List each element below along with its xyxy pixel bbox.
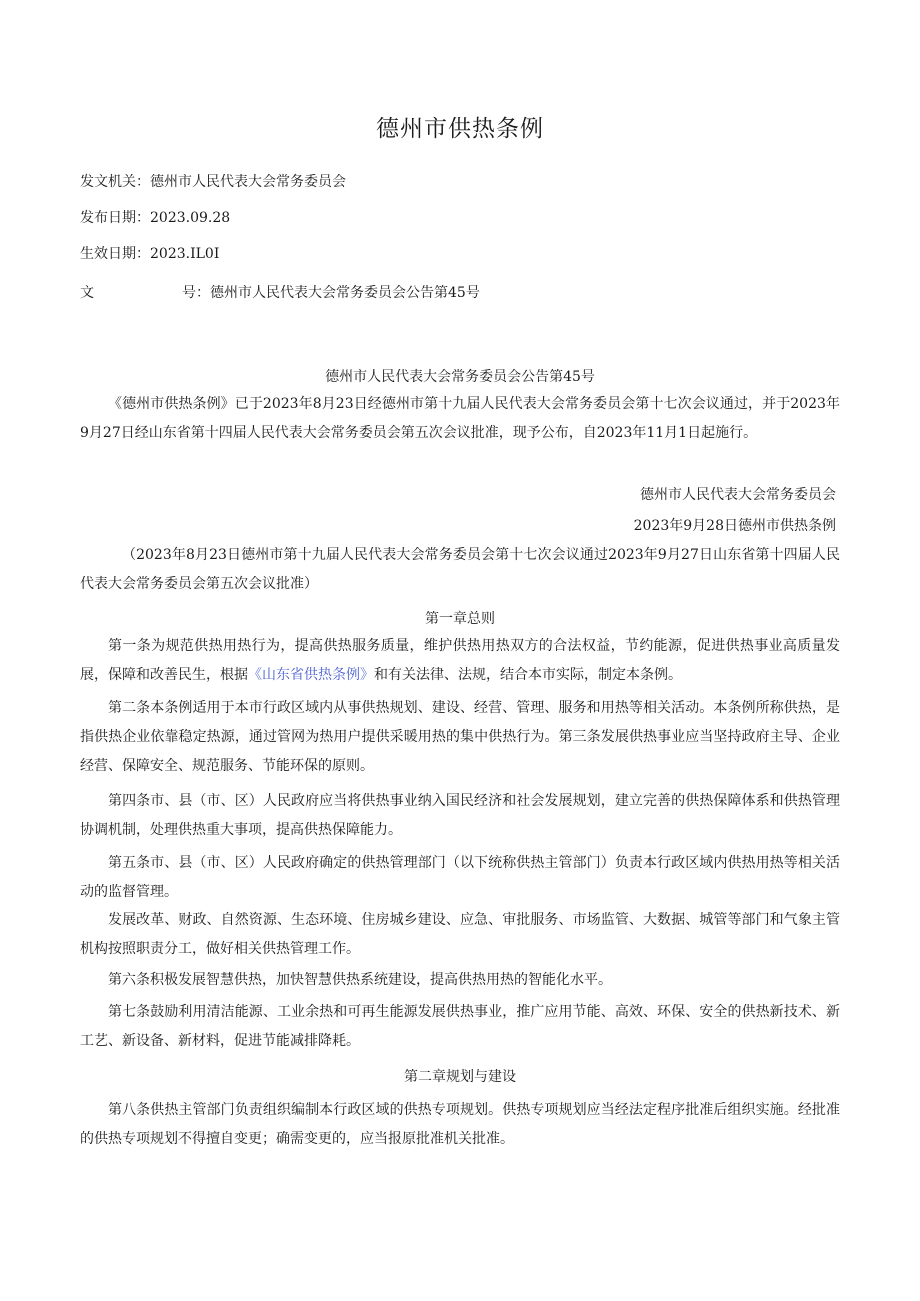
document-number-label: 文 [80,285,94,301]
announcement-heading: 德州市人民代表大会常务委员会公告第45号 [325,369,595,385]
chapter-1-heading: 第一章总则 [425,611,495,627]
document-number-value: 号：德州市人民代表大会常务委员会公告第45号 [182,285,480,301]
announcement-body: 《德州市供热条例》已于2023年8月23日经德州市第十九届人民代表大会常务委员会第十七次会议通过，并于2023年9月27日经山东省第十四届人民代表大会常务委员会第五次会议批准，现予公布，自2023年11月1日起施行。 [80,396,840,441]
shandong-heating-regulation-link[interactable]: 《山东省供热条例》 [248,667,374,683]
article-2-3: 第二条本条例适用于本市行政区域内从事供热规划、建设、经营、管理、服务和用热等相关活动。本条例所称供热，是指供热企业依靠稳定热源，通过管网为热用户提供采暖用热的集中供热行为。第三条发展供热事业应当坚持政府主导、企业经营、保障安全、规范服务、节能环保的原则。 [80,700,840,774]
article-4: 第四条市、县（市、区）人民政府应当将供热事业纳入国民经济和社会发展规划，建立完善的供热保障体系和供热管理协调机制，处理供热重大事项，提高供热保障能力。 [80,793,840,838]
issuer-line: 发文机关：德州市人民代表大会常务委员会 [80,174,346,190]
announcement-signer: 德州市人民代表大会常务委员会 [640,487,836,503]
approval-note: （2023年8月23日德州市第十九届人民代表大会常务委员会第十七次会议通过2023年9月27日山东省第十四届人民代表大会常务委员会第五次会议批准） [80,547,840,592]
article-1-text-pre: 第一条为规范供热用热行为，提高供热服务质量，维护供热用热双方的合法权益，节约能源，促进供热事业高质量发展，保障和改善民生，根据 [80,638,840,683]
effective-date-line: 生效日期：2023.IL0I [80,246,220,262]
article-8: 第八条供热主管部门负责组织编制本行政区域的供热专项规划。供热专项规划应当经法定程序批准后组织实施。经批准的供热专项规划不得擅自变更；确需变更的，应当报原批准机关批准。 [80,1102,840,1147]
article-5: 第五条市、县（市、区）人民政府确定的供热管理部门（以下统称供热主管部门）负责本行政区域内供热用热等相关活动的监督管理。 [80,855,840,900]
article-1-text-post: 和有关法律、法规，结合本市实际，制定本条例。 [374,667,682,683]
article-6: 第六条积极发展智慧供热，加快智慧供热系统建设，提高供热用热的智能化水平。 [108,972,612,988]
document-number-line [80,282,480,302]
announcement-date: 2023年9月28日德州市供热条例 [633,518,836,534]
article-7: 第七条鼓励利用清洁能源、工业余热和可再生能源发展供热事业，推广应用节能、高效、环保、安全的供热新技术、新工艺、新设备、新材料，促进节能减排降耗。 [80,1004,840,1049]
article-5-paragraph-2: 发展改革、财政、自然资源、生态环境、住房城乡建设、应急、审批服务、市场监管、大数据、城管等部门和气象主管机构按照职责分工，做好相关供热管理工作。 [80,912,840,957]
chapter-2-heading: 第二章规划与建设 [404,1069,516,1085]
publish-date-line: 发布日期：2023.09.28 [80,210,231,226]
article-1 [80,632,840,690]
document-title: 德州市供热条例 [376,116,544,142]
